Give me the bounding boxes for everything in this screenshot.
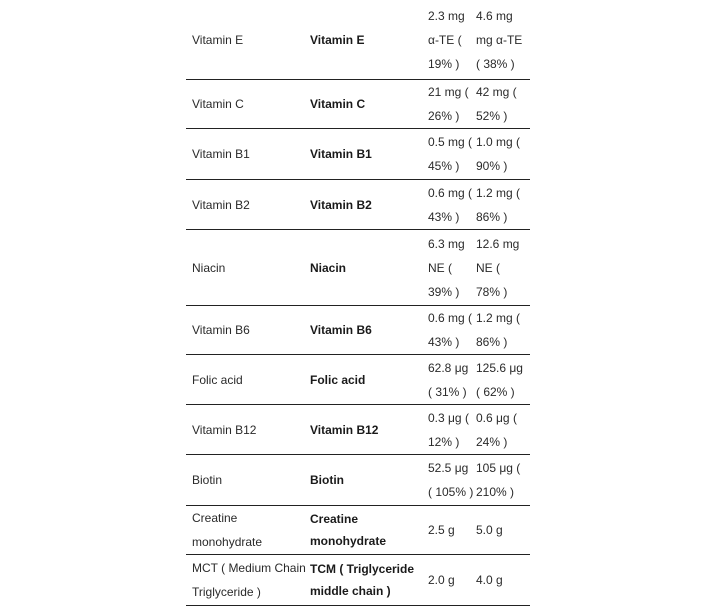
table-row xyxy=(186,455,530,506)
table-row xyxy=(186,506,530,555)
nutrient-name: Vitamin B2 xyxy=(192,197,250,212)
nutrient-name: Vitamin B1 xyxy=(192,147,250,161)
nutrient-name-alt: Vitamin C xyxy=(310,97,366,111)
table-row xyxy=(186,129,530,180)
nutrient-name: Creatine monohydrate xyxy=(192,511,263,549)
nutrient-name-alt: Vitamin B6 xyxy=(310,323,372,337)
amount-single: 2.5 g xyxy=(428,523,455,537)
amount-single: 6.3 mg NE ( 39% ) xyxy=(428,236,465,299)
nutrient-name-alt: Niacin xyxy=(310,260,347,275)
nutrient-name: Vitamin B12 xyxy=(192,422,257,437)
nutrient-name-alt: TCM ( Triglyceride middle chain ) xyxy=(310,562,415,598)
nutrient-name-alt: Vitamin B1 xyxy=(310,147,372,161)
nutrient-name: Vitamin E xyxy=(192,32,244,47)
amount-single: 0.6 mg ( 43% ) xyxy=(428,185,473,224)
amount-double: 105 μg ( 210% ) xyxy=(476,461,521,499)
nutrient-name-alt: Vitamin B2 xyxy=(310,197,372,212)
amount-single: 2.3 mg α-TE ( 19% ) xyxy=(428,8,465,71)
nutrient-name: Biotin xyxy=(192,473,223,487)
nutrient-name-alt: Creatine monohydrate xyxy=(310,512,387,548)
amount-double: 1.2 mg ( 86% ) xyxy=(476,311,521,349)
nutrient-name-alt: Vitamin B12 xyxy=(310,422,379,437)
nutrient-name: Vitamin B6 xyxy=(192,323,250,337)
amount-double: 1.0 mg ( 90% ) xyxy=(476,135,521,173)
amount-single: 0.5 mg ( 45% ) xyxy=(428,135,473,173)
nutrient-name: Niacin xyxy=(192,260,226,275)
table-row xyxy=(186,355,530,405)
table-row xyxy=(186,230,530,306)
amount-single: 2.0 g xyxy=(428,573,455,587)
amount-double: 1.2 mg ( 86% ) xyxy=(476,185,521,224)
nutrient-name: Vitamin C xyxy=(192,97,244,111)
amount-double: 42 mg ( 52% ) xyxy=(476,85,517,123)
table-row xyxy=(186,80,530,129)
nutrient-name-alt: Biotin xyxy=(310,473,344,487)
table-row xyxy=(186,180,530,230)
amount-single: 0.6 mg ( 43% ) xyxy=(428,311,473,349)
table-row xyxy=(186,405,530,455)
amount-double: 5.0 g xyxy=(476,523,503,537)
nutrition-table xyxy=(186,0,530,606)
amount-double: 4.0 g xyxy=(476,573,503,587)
table-row xyxy=(186,555,530,606)
nutrient-name-alt: Vitamin E xyxy=(310,32,365,47)
nutrient-name: MCT ( Medium Chain Triglyceride ) xyxy=(192,561,306,599)
amount-double: 4.6 mg mg α-TE ( 38% ) xyxy=(476,8,523,71)
amount-double: 0.6 μg ( 24% ) xyxy=(476,410,517,449)
amount-single: 21 mg ( 26% ) xyxy=(428,85,469,123)
amount-double: 12.6 mg NE ( 78% ) xyxy=(476,236,520,299)
nutrient-name-alt: Folic acid xyxy=(310,372,366,387)
nutrient-name: Folic acid xyxy=(192,372,243,387)
amount-double: 125.6 μg ( 62% ) xyxy=(476,360,523,399)
table-row xyxy=(186,0,530,80)
amount-single: 62.8 μg ( 31% ) xyxy=(428,360,469,399)
table-row xyxy=(186,306,530,355)
amount-single: 0.3 μg ( 12% ) xyxy=(428,410,469,449)
amount-single: 52.5 μg ( 105% ) xyxy=(428,461,474,499)
